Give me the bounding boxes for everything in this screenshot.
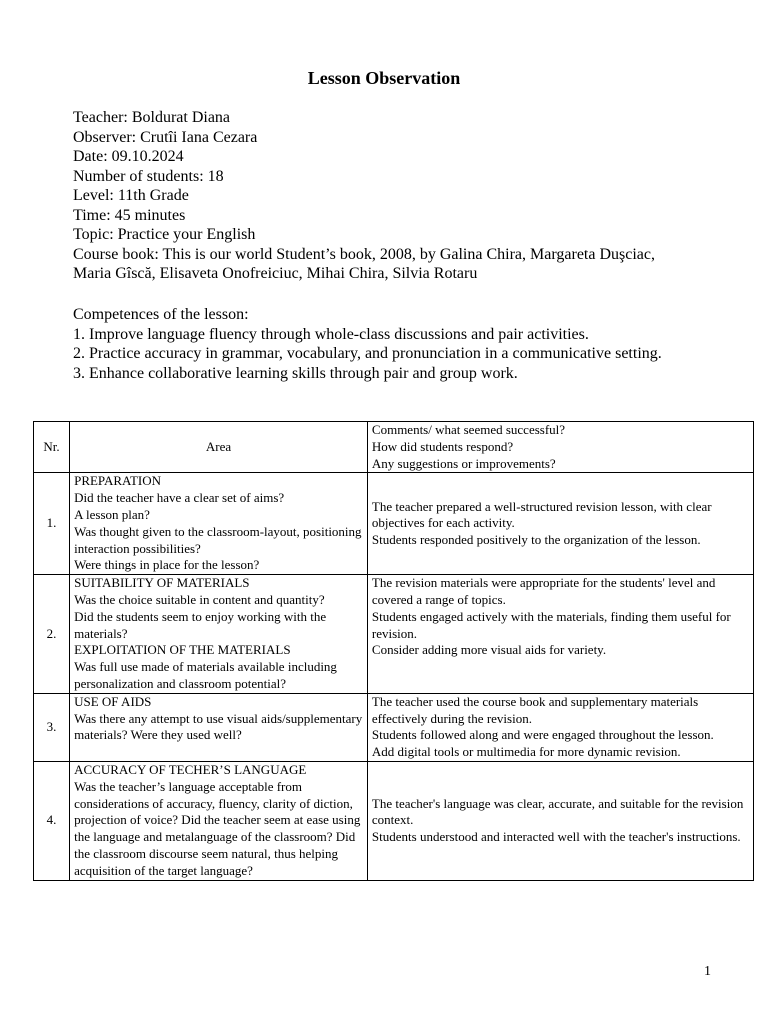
- table-row: [34, 575, 754, 694]
- comment-line: Students understood and interacted well with the teacher's instructions.: [371, 829, 741, 845]
- row-comments: [367, 575, 753, 694]
- area-line: Did the students seem to enjoy working with the materials?: [74, 608, 327, 641]
- time-line: Time: 45 minutes: [73, 206, 186, 224]
- table-row: [34, 473, 754, 575]
- topic-line: Topic: Practice your English: [73, 226, 256, 243]
- competences-heading: Competences of the lesson:: [73, 306, 249, 323]
- row-number: 1.: [34, 473, 70, 575]
- observer-line: Observer: Crutîi Iana Cezara: [73, 128, 258, 146]
- course-book-line: Course book: This is our world Student’s book, 2008, by Galina Chira, Margareta Duşciac, Maria Gîscă, Elisaveta Onofreiciuc, Mihai Chira, Silvia Rotaru: [73, 245, 655, 282]
- teacher-line: Teacher: Boldurat Diana: [73, 109, 231, 126]
- header-area: Area: [70, 422, 368, 473]
- comment-line: Students responded positively to the organization of the lesson.: [371, 532, 701, 548]
- level-line: Level: 11th Grade: [73, 187, 189, 204]
- row-area: [70, 693, 368, 761]
- comment-line: The teacher prepared a well-structured revision lesson, with clear objectives for each activity.: [371, 498, 712, 531]
- table-row: [34, 761, 754, 880]
- header-comments: [367, 422, 753, 473]
- row-number: 4.: [34, 761, 70, 880]
- row-area: [70, 761, 368, 880]
- page-title: Lesson Observation: [307, 68, 461, 88]
- header-nr: Nr.: [34, 422, 70, 473]
- area-line: Did the teacher have a clear set of aims?: [74, 490, 285, 506]
- row-area: [70, 473, 368, 575]
- area-line: SUITABILITY OF MATERIALS: [74, 575, 250, 591]
- header-comment-line: Comments/ what seemed successful?: [371, 422, 566, 437]
- area-line: Was the choice suitable in content and quantity?: [74, 591, 325, 607]
- area-line: Was there any attempt to use visual aids/supplementary materials? Were they used well?: [74, 710, 363, 743]
- table-header-row: [34, 422, 754, 473]
- competence-item: 2. Practice accuracy in grammar, vocabulary, and pronunciation in a communicative setting.: [73, 345, 662, 362]
- students-line: Number of students: 18: [73, 167, 224, 185]
- area-line: A lesson plan?: [74, 506, 150, 522]
- competence-item: 1. Improve language fluency through whole-class discussions and pair activities.: [73, 325, 589, 343]
- area-line: Was the teacher’s language acceptable from considerations of accuracy, fluency, clarity of diction, projection of voice? Did the teacher seem at ease using the language and metalanguage of the classroom? Did the classroom discourse seem natural, thus helping acquisition of the target language?: [74, 778, 361, 878]
- header-comment-line: How did students respond?: [371, 438, 514, 454]
- comment-line: Students engaged actively with the materials, finding them useful for revision.: [371, 608, 731, 641]
- area-line: USE OF AIDS: [74, 693, 152, 709]
- area-line: PREPARATION: [74, 473, 162, 489]
- comment-line: Consider adding more visual aids for variety.: [371, 642, 607, 658]
- comment-line: The revision materials were appropriate for the students' level and covered a range of topics.: [371, 575, 716, 607]
- area-line: ACCURACY OF TECHER’S LANGUAGE: [74, 761, 307, 777]
- competence-item: 3. Enhance collaborative learning skills through pair and group work.: [73, 364, 518, 382]
- page-number: 1: [704, 964, 711, 979]
- row-comments: [367, 693, 753, 761]
- area-line: EXPLOITATION OF THE MATERIALS: [74, 642, 291, 658]
- area-line: Was thought given to the classroom-layout, positioning interaction possibilities?: [74, 523, 362, 556]
- area-line: Was full use made of materials available including personalization and classroom potential?: [74, 659, 337, 691]
- row-comments: [367, 473, 753, 575]
- competences-section: [73, 305, 713, 383]
- observation-table: [33, 421, 754, 881]
- comment-line: The teacher used the course book and supplementary materials effectively during the revision.: [371, 693, 699, 726]
- lesson-info: [73, 108, 693, 284]
- table-row: [34, 693, 754, 761]
- comment-line: Students followed along and were engaged throughout the lesson.: [371, 727, 714, 743]
- comment-line: The teacher's language was clear, accurate, and suitable for the revision context.: [371, 795, 744, 828]
- date-line: Date: 09.10.2024: [73, 148, 184, 165]
- comment-line: Add digital tools or multimedia for more dynamic revision.: [371, 744, 681, 760]
- row-number: 2.: [34, 575, 70, 694]
- header-comment-line: Any suggestions or improvements?: [371, 455, 556, 471]
- row-number: 3.: [34, 693, 70, 761]
- row-area: [70, 575, 368, 694]
- row-comments: [367, 761, 753, 880]
- area-line: Were things in place for the lesson?: [74, 557, 260, 573]
